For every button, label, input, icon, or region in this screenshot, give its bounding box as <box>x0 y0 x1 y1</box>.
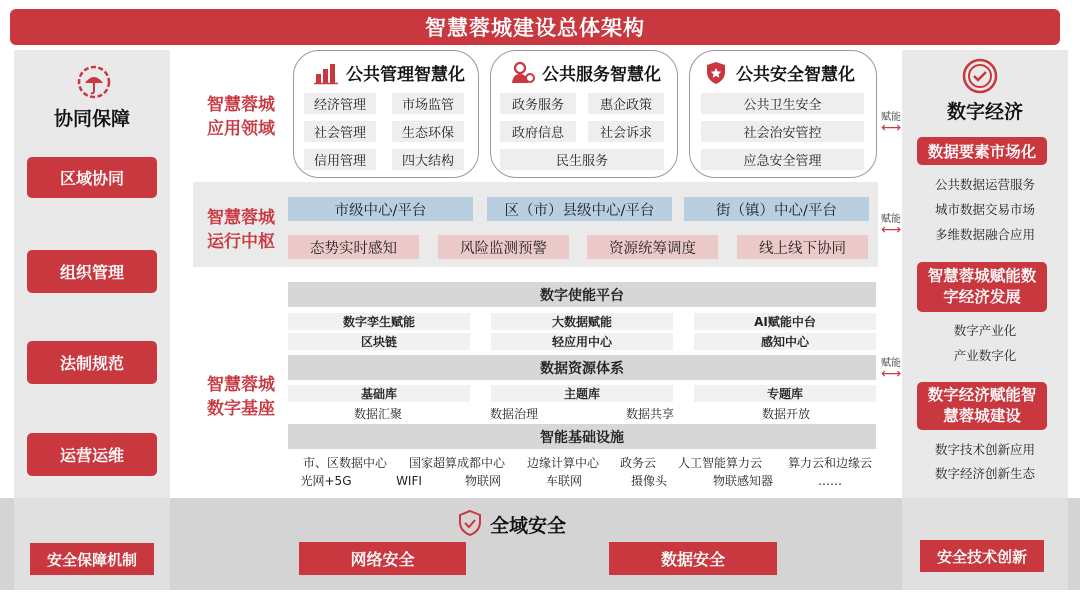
platform-cell[interactable]: 轻应用中心 <box>491 333 673 350</box>
domain-item[interactable]: 政府信息 <box>500 121 576 142</box>
domain-item[interactable]: 生态环保 <box>392 121 464 142</box>
app-domain-label-text: 智慧蓉城应用领域 <box>207 95 275 139</box>
connector-label: 赋能 <box>881 358 901 369</box>
domain-item[interactable]: 社会治安管控 <box>701 121 864 142</box>
person-service-icon <box>510 61 536 85</box>
resource-op: 数据汇聚 <box>353 407 402 421</box>
hub-center[interactable]: 市级中心/平台 <box>288 197 473 221</box>
right-heading: 数字经济 <box>946 101 1023 123</box>
domain-item[interactable]: 应急安全管理 <box>701 149 864 170</box>
infra-item: 车联网 <box>545 474 582 488</box>
resource-op: 数据共享 <box>625 407 674 421</box>
right-group-title-1[interactable]: 数据要素市场化 <box>917 137 1047 165</box>
hub-function[interactable]: 风险监测预警 <box>438 235 569 259</box>
infra-item: 光网+5G <box>300 474 352 488</box>
right-group-item: 产业数字化 <box>953 348 1017 363</box>
bar-chart-icon <box>314 61 340 85</box>
platform-cell[interactable]: 区块链 <box>288 333 470 350</box>
domain-item[interactable]: 公共卫生安全 <box>701 93 864 114</box>
hub-function[interactable]: 态势实时感知 <box>288 235 419 259</box>
domain-item[interactable]: 经济管理 <box>304 93 376 114</box>
infra-item: 人工智能算力云 <box>677 456 762 470</box>
resource-library[interactable]: 主题库 <box>491 385 673 402</box>
security-innovation-button[interactable]: 安全技术创新 <box>920 540 1044 572</box>
domain-item[interactable]: 市场监管 <box>392 93 464 114</box>
right-group-item: 数字产业化 <box>953 323 1017 338</box>
connector-3 <box>878 354 904 382</box>
left-item-organization[interactable]: 组织管理 <box>27 250 157 293</box>
card-title: 公共管理智慧化 <box>346 65 465 85</box>
right-group-title-3[interactable]: 数字经济赋能智慧蓉城建设 <box>917 382 1047 430</box>
hub-center[interactable]: 区（市）县级中心/平台 <box>487 197 672 221</box>
double-arrow-icon: ⟷ <box>880 120 902 136</box>
left-item-operations[interactable]: 运营运维 <box>27 433 157 476</box>
base-label-text: 智慧蓉城数字基座 <box>207 375 275 419</box>
check-badge-icon <box>961 57 999 95</box>
infra-item: 物联感知器 <box>712 474 773 488</box>
hub-function[interactable]: 线上线下协同 <box>737 235 868 259</box>
card-title-row <box>704 60 855 85</box>
hub-function[interactable]: 资源统筹调度 <box>587 235 718 259</box>
card-title: 公共安全智慧化 <box>736 65 855 85</box>
connector-label: 赋能 <box>881 214 901 225</box>
umbrella-icon <box>76 64 112 100</box>
platform-cell[interactable]: 大数据赋能 <box>491 313 673 330</box>
resource-op: 数据治理 <box>489 407 538 421</box>
hub-center[interactable]: 街（镇）中心/平台 <box>684 197 869 221</box>
left-item-legal[interactable]: 法制规范 <box>27 341 157 384</box>
resource-library[interactable]: 专题库 <box>694 385 876 402</box>
connector-label: 赋能 <box>881 112 901 123</box>
hub-label <box>196 206 286 254</box>
data-security-button[interactable]: 数据安全 <box>609 542 777 575</box>
right-group-item: 城市数据交易市场 <box>934 202 1035 217</box>
domain-item[interactable]: 四大结构 <box>392 149 464 170</box>
domain-item[interactable]: 政务服务 <box>500 93 576 114</box>
hub-label-text: 智慧蓉城运行中枢 <box>207 208 275 252</box>
card-title-row <box>314 60 465 85</box>
infra-title: 智能基础设施 <box>288 424 876 449</box>
platform-cell[interactable]: 感知中心 <box>694 333 876 350</box>
left-heading: 协同保障 <box>53 108 130 130</box>
shield-check-icon <box>457 509 483 537</box>
infra-item: 市、区数据中心 <box>302 456 387 470</box>
resource-op: 数据开放 <box>761 407 810 421</box>
infra-item: …… <box>818 473 842 488</box>
double-arrow-icon: ⟷ <box>880 222 902 238</box>
right-group-item: 数字经济创新生态 <box>934 466 1035 481</box>
resource-library[interactable]: 基础库 <box>288 385 470 402</box>
double-arrow-icon: ⟷ <box>880 366 902 382</box>
domain-item[interactable]: 信用管理 <box>304 149 376 170</box>
infra-item: WIFI <box>396 473 422 488</box>
domain-item[interactable]: 社会诉求 <box>588 121 664 142</box>
right-group-item: 多维数据融合应用 <box>934 227 1035 242</box>
shield-badge-icon <box>704 61 730 85</box>
resources-title: 数据资源体系 <box>288 355 876 380</box>
left-item-region[interactable]: 区域协同 <box>27 157 157 198</box>
infra-item: 算力云和边缘云 <box>787 456 872 470</box>
connector-1 <box>878 108 904 136</box>
base-label <box>196 373 286 421</box>
platform-title: 数字使能平台 <box>288 282 876 307</box>
connector-2 <box>878 210 904 238</box>
domain-item[interactable]: 惠企政策 <box>588 93 664 114</box>
domain-item[interactable]: 民生服务 <box>500 149 664 170</box>
infra-item: 摄像头 <box>630 474 667 488</box>
domain-item[interactable]: 社会管理 <box>304 121 376 142</box>
right-group-item: 数字技术创新应用 <box>934 442 1035 457</box>
infra-item: 政务云 <box>619 456 656 470</box>
platform-cell[interactable]: 数字孪生赋能 <box>288 313 470 330</box>
security-mechanism-button[interactable]: 安全保障机制 <box>30 543 154 575</box>
right-group-item: 公共数据运营服务 <box>934 177 1035 192</box>
network-security-button[interactable]: 网络安全 <box>299 542 466 575</box>
page-title: 智慧蓉城建设总体架构 <box>10 9 1060 45</box>
right-group-title-2[interactable]: 智慧蓉城赋能数字经济发展 <box>917 262 1047 312</box>
security-title: 全域安全 <box>490 515 567 537</box>
card-title: 公共服务智慧化 <box>542 65 661 85</box>
app-domain-label <box>196 93 286 141</box>
card-title-row <box>510 60 661 85</box>
infra-item: 国家超算成都中心 <box>408 456 505 470</box>
platform-cell[interactable]: AI赋能中台 <box>694 313 876 330</box>
infra-item: 物联网 <box>464 474 501 488</box>
infra-item: 边缘计算中心 <box>526 456 599 470</box>
